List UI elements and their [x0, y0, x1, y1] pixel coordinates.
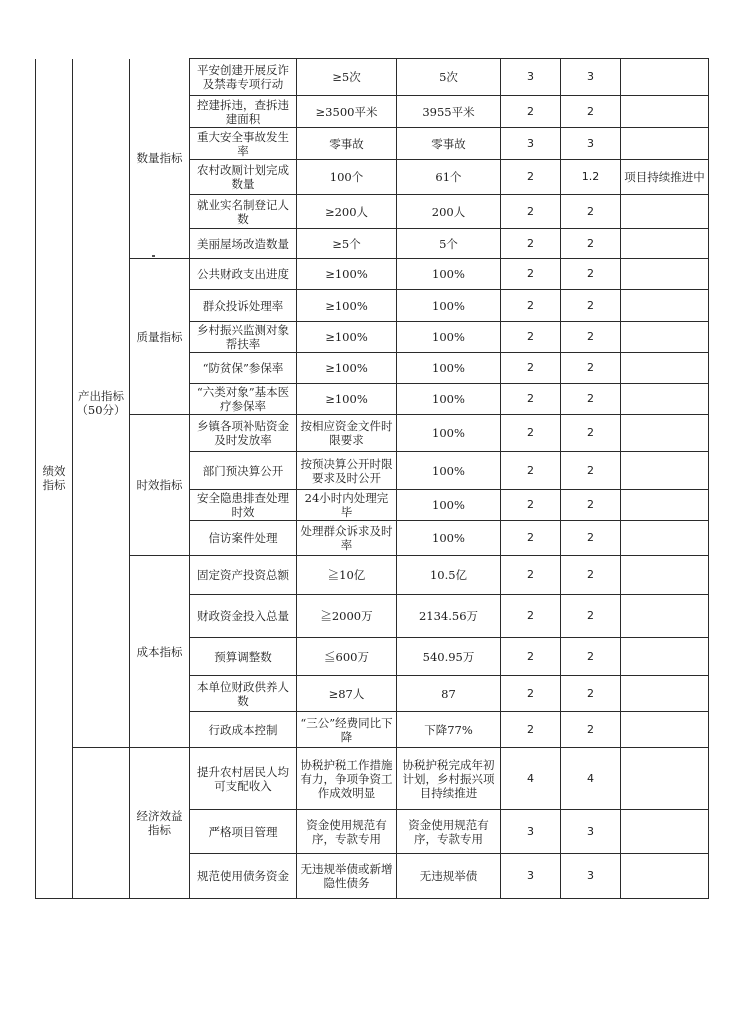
achieved-score: 2: [561, 384, 621, 415]
actual-value: 100%: [397, 490, 501, 521]
table-row: [36, 748, 709, 810]
indicator-name: “防贫保”参保率: [190, 353, 297, 384]
weight-score: 2: [501, 353, 561, 384]
remark: [621, 676, 709, 712]
indicator-name: 规范使用债务资金: [190, 854, 297, 899]
achieved-score: 2: [561, 96, 621, 128]
target-value: “三公”经费同比下降: [297, 712, 397, 748]
quantity-indicator-category: 数量指标: [130, 59, 190, 259]
target-value: ≥100%: [297, 384, 397, 415]
remark: [621, 322, 709, 353]
table-row: [36, 59, 709, 96]
actual-value: 10.5亿: [397, 556, 501, 595]
scan-mark: [152, 255, 155, 257]
level1-indicator-cell: 绩效指标: [36, 59, 73, 899]
weight-score: 3: [501, 59, 561, 96]
cost-indicator-category: 成本指标: [130, 556, 190, 748]
weight-score: 2: [501, 638, 561, 676]
remark: [621, 290, 709, 322]
achieved-score: 3: [561, 128, 621, 160]
indicator-name: 平安创建开展反诈及禁毒专项行动: [190, 59, 297, 96]
actual-value: 100%: [397, 452, 501, 490]
remark: [621, 712, 709, 748]
weight-score: 3: [501, 810, 561, 854]
actual-value: 100%: [397, 521, 501, 556]
weight-score: 2: [501, 96, 561, 128]
weight-score: 2: [501, 595, 561, 638]
target-value: 按预决算公开时限要求及时公开: [297, 452, 397, 490]
target-value: ≥100%: [297, 290, 397, 322]
weight-score: 2: [501, 160, 561, 195]
indicator-name: 公共财政支出进度: [190, 259, 297, 290]
weight-score: 2: [501, 521, 561, 556]
achieved-score: 2: [561, 452, 621, 490]
weight-score: 2: [501, 195, 561, 229]
actual-value: 5次: [397, 59, 501, 96]
achieved-score: 2: [561, 353, 621, 384]
actual-value: 87: [397, 676, 501, 712]
actual-value: 资金使用规范有序，专款专用: [397, 810, 501, 854]
remark: [621, 490, 709, 521]
achieved-score: 2: [561, 490, 621, 521]
table-row: [36, 415, 709, 452]
actual-value: 无违规举债: [397, 854, 501, 899]
achieved-score: 2: [561, 290, 621, 322]
target-value: ≥200人: [297, 195, 397, 229]
actual-value: 100%: [397, 415, 501, 452]
indicator-name: 美丽屋场改造数量: [190, 229, 297, 259]
remark: [621, 452, 709, 490]
target-value: 100个: [297, 160, 397, 195]
target-value: ≥5个: [297, 229, 397, 259]
actual-value: 零事故: [397, 128, 501, 160]
economic-indicator-category: 经济效益指标: [130, 748, 190, 899]
achieved-score: 2: [561, 638, 621, 676]
weight-score: 2: [501, 556, 561, 595]
actual-value: 5个: [397, 229, 501, 259]
achieved-score: 2: [561, 521, 621, 556]
achieved-score: 2: [561, 259, 621, 290]
remark: [621, 556, 709, 595]
target-value: ≧10亿: [297, 556, 397, 595]
weight-score: 2: [501, 322, 561, 353]
remark: [621, 595, 709, 638]
actual-value: 100%: [397, 353, 501, 384]
actual-value: 100%: [397, 290, 501, 322]
actual-value: 3955平米: [397, 96, 501, 128]
indicator-name: 乡镇各项补贴资金及时发放率: [190, 415, 297, 452]
target-value: 资金使用规范有序，专款专用: [297, 810, 397, 854]
actual-value: 61个: [397, 160, 501, 195]
output-indicator-cell: 产出指标（50分）: [73, 59, 130, 748]
remark: [621, 229, 709, 259]
actual-value: 200人: [397, 195, 501, 229]
remark: 项目持续推进中: [621, 160, 709, 195]
target-value: ≥100%: [297, 322, 397, 353]
actual-value: 100%: [397, 259, 501, 290]
indicator-name: 信访案件处理: [190, 521, 297, 556]
actual-value: 100%: [397, 322, 501, 353]
actual-value: 协税护税完成年初计划，乡村振兴项目持续推进: [397, 748, 501, 810]
indicator-name: 预算调整数: [190, 638, 297, 676]
quality-indicator-category: 质量指标: [130, 259, 190, 415]
indicator-name: 本单位财政供养人数: [190, 676, 297, 712]
target-value: ≥100%: [297, 259, 397, 290]
target-value: ≥5次: [297, 59, 397, 96]
indicator-name: 控建拆违，查拆违建面积: [190, 96, 297, 128]
achieved-score: 1.2: [561, 160, 621, 195]
table-body: [36, 59, 709, 899]
remark: [621, 96, 709, 128]
table-row: [36, 259, 709, 290]
achieved-score: 2: [561, 195, 621, 229]
target-value: 零事故: [297, 128, 397, 160]
weight-score: 2: [501, 676, 561, 712]
achieved-score: 2: [561, 595, 621, 638]
actual-value: 100%: [397, 384, 501, 415]
indicator-name: 行政成本控制: [190, 712, 297, 748]
target-value: ≥100%: [297, 353, 397, 384]
timeliness-indicator-category: 时效指标: [130, 415, 190, 556]
table-row: [36, 556, 709, 595]
target-value: 协税护税工作措施有力，争项争资工作成效明显: [297, 748, 397, 810]
target-value: 处理群众诉求及时率: [297, 521, 397, 556]
target-value: ≥87人: [297, 676, 397, 712]
achieved-score: 4: [561, 748, 621, 810]
indicator-name: 固定资产投资总额: [190, 556, 297, 595]
actual-value: 540.95万: [397, 638, 501, 676]
achieved-score: 3: [561, 810, 621, 854]
remark: [621, 415, 709, 452]
indicator-name: 严格项目管理: [190, 810, 297, 854]
actual-value: 2134.56万: [397, 595, 501, 638]
performance-indicator-table: [35, 58, 709, 899]
remark: [621, 521, 709, 556]
remark: [621, 353, 709, 384]
actual-value: 下降77%: [397, 712, 501, 748]
weight-score: 3: [501, 854, 561, 899]
benefit-indicator-cell: [73, 748, 130, 899]
target-value: ≧2000万: [297, 595, 397, 638]
weight-score: 4: [501, 748, 561, 810]
target-value: ≥3500平米: [297, 96, 397, 128]
weight-score: 2: [501, 229, 561, 259]
weight-score: 2: [501, 415, 561, 452]
indicator-name: 重大安全事故发生率: [190, 128, 297, 160]
remark: [621, 384, 709, 415]
weight-score: 2: [501, 290, 561, 322]
indicator-name: 就业实名制登记人数: [190, 195, 297, 229]
target-value: ≦600万: [297, 638, 397, 676]
weight-score: 2: [501, 452, 561, 490]
remark: [621, 259, 709, 290]
achieved-score: 2: [561, 322, 621, 353]
weight-score: 2: [501, 490, 561, 521]
remark: [621, 638, 709, 676]
indicator-name: 农村改厕计划完成数量: [190, 160, 297, 195]
target-value: 24小时内处理完毕: [297, 490, 397, 521]
weight-score: 2: [501, 259, 561, 290]
achieved-score: 3: [561, 59, 621, 96]
indicator-name: 乡村振兴监测对象帮扶率: [190, 322, 297, 353]
indicator-name: 财政资金投入总量: [190, 595, 297, 638]
remark: [621, 128, 709, 160]
remark: [621, 195, 709, 229]
indicator-name: “六类对象”基本医疗参保率: [190, 384, 297, 415]
weight-score: 2: [501, 384, 561, 415]
remark: [621, 810, 709, 854]
indicator-name: 提升农村居民人均可支配收入: [190, 748, 297, 810]
indicator-name: 安全隐患排查处理时效: [190, 490, 297, 521]
indicator-name: 群众投诉处理率: [190, 290, 297, 322]
achieved-score: 2: [561, 229, 621, 259]
target-value: 无违规举债或新增隐性债务: [297, 854, 397, 899]
achieved-score: 3: [561, 854, 621, 899]
remark: [621, 59, 709, 96]
weight-score: 3: [501, 128, 561, 160]
weight-score: 2: [501, 712, 561, 748]
achieved-score: 2: [561, 712, 621, 748]
achieved-score: 2: [561, 556, 621, 595]
achieved-score: 2: [561, 676, 621, 712]
remark: [621, 854, 709, 899]
achieved-score: 2: [561, 415, 621, 452]
target-value: 按相应资金文件时限要求: [297, 415, 397, 452]
remark: [621, 748, 709, 810]
indicator-name: 部门预决算公开: [190, 452, 297, 490]
